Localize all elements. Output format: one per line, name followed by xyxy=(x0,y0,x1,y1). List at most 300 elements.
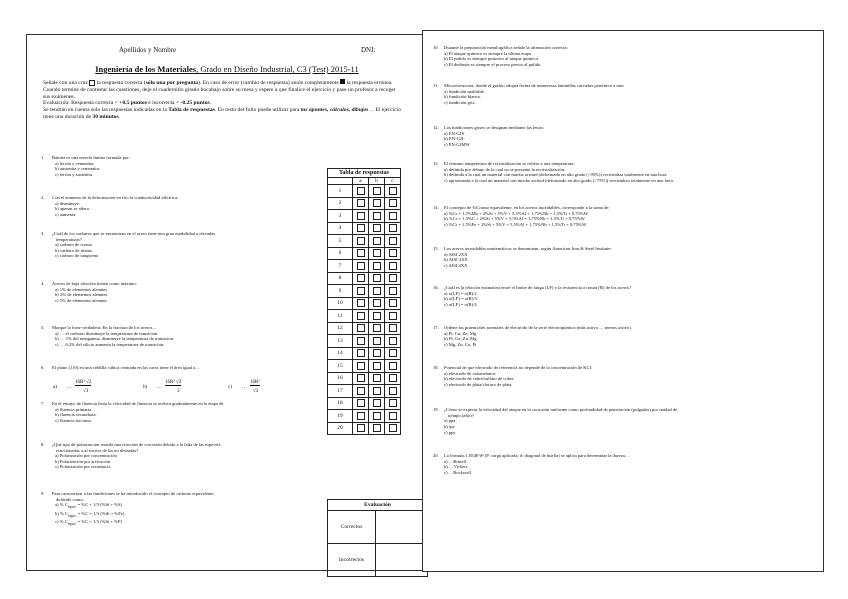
instr-text: . xyxy=(209,100,212,107)
answer-checkbox[interactable] xyxy=(373,387,381,395)
option-a: a) El ataque químico es siempre la última etapa. xyxy=(444,50,533,56)
option-b: b) …Vickers xyxy=(444,464,468,470)
answer-checkbox[interactable] xyxy=(389,362,397,370)
option-a: a) AISI 2XX xyxy=(444,251,468,257)
question-16 xyxy=(433,285,818,308)
answer-row-number: 16 xyxy=(328,372,353,385)
answer-row xyxy=(328,185,401,198)
answer-row-number: 11 xyxy=(328,310,353,323)
answer-checkbox[interactable] xyxy=(389,199,397,207)
answer-row xyxy=(328,385,401,398)
answer-row xyxy=(328,322,401,335)
option-c: c) Polarización por resistencia xyxy=(55,464,111,470)
option-prefix: b) % C xyxy=(55,510,69,516)
option-c: c) electrodo de plata/cloruro de plata xyxy=(444,382,512,388)
option-c: c) ppy xyxy=(444,429,456,435)
evaluation-title: Evaluación xyxy=(328,500,428,511)
answer-cell-c xyxy=(385,235,401,248)
question-text: ¿Cuál de los carburos que se encuentran en el acero tiene una gran estabilidad a elevadas xyxy=(52,231,216,236)
instr-text: ). En caso de error (cambio de respuesta) anule completamente xyxy=(198,80,341,86)
answer-row-number: 2 xyxy=(328,197,353,210)
answer-checkbox[interactable] xyxy=(373,249,381,257)
question-text: El concepto de %Cromo equivalente, en los aceros inoxidables, corresponde a la suma de: xyxy=(444,205,610,210)
option-b: b) AISI 3XX xyxy=(444,257,468,263)
answer-checkbox[interactable] xyxy=(357,324,365,332)
option-c: c) aproximada a la cual un material con mucha acritud (deformado en alto grado (>75%)) recristaliza totalmente en una hora. xyxy=(444,178,674,184)
question-text: tiempo (año)? xyxy=(448,412,474,418)
answer-row xyxy=(328,260,401,273)
option-a: a) %Cr + 1,5%Mo + 2%Si + 5%V + 5,5%Al + 1,75%Nb + 1,5%Ti + 0,75%W. xyxy=(444,210,589,216)
answer-checkbox[interactable] xyxy=(357,287,365,295)
question-number: 7. xyxy=(41,401,45,406)
exam-title-rest: , Grado en Diseño Industrial, C3 (Test) 2015-11 xyxy=(196,64,359,74)
answer-checkbox[interactable] xyxy=(357,349,365,357)
option-a: a) 1% de elementos aleantes xyxy=(55,286,108,292)
question-2 xyxy=(41,195,321,217)
option-subscript: equiv. xyxy=(67,505,77,510)
option-c xyxy=(55,519,321,528)
answer-cell-c xyxy=(385,360,401,373)
answer-checkbox[interactable] xyxy=(357,337,365,345)
answer-row xyxy=(328,422,401,435)
answer-checkbox[interactable] xyxy=(357,199,365,207)
answer-checkbox[interactable] xyxy=(373,399,381,407)
answer-checkbox[interactable] xyxy=(373,199,381,207)
answer-cell-b xyxy=(369,372,385,385)
question-text: ¿Qué tipo de polarización retarda una reacción de corrosión debido a la falta de las especies xyxy=(52,442,221,447)
answer-cell-b xyxy=(369,272,385,285)
answer-row xyxy=(328,310,401,323)
option-a xyxy=(55,502,321,511)
option-b: b) El pulido es siempre posterior al ataque químico. xyxy=(444,56,540,62)
question-text: Durante la preparación metalográfica señale la afirmación correcta: xyxy=(444,45,568,50)
answer-checkbox[interactable] xyxy=(389,224,397,232)
answer-row-number: 8 xyxy=(328,272,353,285)
answer-cell-b xyxy=(369,335,385,348)
exam-title-bold: Ingeniería de los Materiales xyxy=(95,64,197,74)
option-a: a) fluencia primaria. xyxy=(55,406,93,412)
answer-cell-a xyxy=(353,247,369,260)
option-c: c) %Cr + 1,5%Fe + 2%Si + 5%V + 5,5%Al + 1,75%Nb + 1,5%Ti + 0,75%W. xyxy=(444,222,587,228)
answer-checkbox[interactable] xyxy=(373,237,381,245)
answer-checkbox[interactable] xyxy=(389,424,397,432)
question-text: Marque la frase verdadera: En la fractura de los aceros… xyxy=(52,325,157,330)
exam-title xyxy=(77,64,377,74)
answer-checkbox[interactable] xyxy=(357,237,365,245)
answer-cell-c xyxy=(385,222,401,235)
answer-checkbox[interactable] xyxy=(373,212,381,220)
answer-checkbox[interactable] xyxy=(389,324,397,332)
answer-cell-a xyxy=(353,347,369,360)
answer-checkbox[interactable] xyxy=(357,399,365,407)
answer-checkbox[interactable] xyxy=(373,187,381,195)
question-text: Con el aumento de la deformación en frío la conductividad eléctrica: xyxy=(52,195,179,200)
answer-cell-b xyxy=(369,322,385,335)
instr-text: Se tendrán en cuenta solo las respuestas indicadas en la xyxy=(43,107,169,114)
option-c: c) … 0,2% del silicio aumenta la temperatura de transición. xyxy=(55,341,165,347)
answer-cell-a xyxy=(353,397,369,410)
option-b: b) Pt, Cu, Zn, Mg xyxy=(444,336,477,342)
option-prefix: a) % C xyxy=(55,502,68,508)
option-c: c) fundición gris. xyxy=(444,100,476,106)
question-number: 8. xyxy=(41,442,45,447)
option-a: a) definida por debajo de la cual no se presenta la recristalización. xyxy=(444,166,566,172)
question-number: 13. xyxy=(433,161,439,166)
option-c: c) Mg, Zn, Cu, Pt xyxy=(444,342,477,348)
option-a: a) fundición maleable. xyxy=(444,88,486,94)
instructions xyxy=(43,79,403,121)
answer-cell-a xyxy=(353,372,369,385)
answer-row-number: 5 xyxy=(328,235,353,248)
option-subscript: equiv. xyxy=(67,522,77,527)
answer-row-number: 10 xyxy=(328,297,353,310)
option-c: c) AISI 4XX xyxy=(444,263,468,269)
answer-cell-c xyxy=(385,335,401,348)
instr-text: e incorrecta = xyxy=(146,100,181,107)
answer-checkbox[interactable] xyxy=(357,187,365,195)
option-c: c) fluencia terciaria. xyxy=(55,417,92,423)
instr-text: la respuesta errónea. Cuando termine de contestar las cuestiones, deje el cuadernillo girado bocabajo sobre su mesa y espere a que finalice el ejercicio y pase un profesor a recoger sus exámenes. xyxy=(43,80,396,100)
answer-cell-c xyxy=(385,285,401,298)
answer-row-number: 14 xyxy=(328,347,353,360)
answer-cell-b xyxy=(369,285,385,298)
answer-cell-c xyxy=(385,210,401,223)
answer-checkbox[interactable] xyxy=(373,374,381,382)
question-text: Microestructura, donde el grafito adopta forma de numerosas laminillas curvadas pertenece a una: xyxy=(444,83,625,88)
answer-row-number: 9 xyxy=(328,285,353,298)
answer-row-number: 3 xyxy=(328,210,353,223)
answer-checkbox[interactable] xyxy=(389,287,397,295)
answer-checkbox[interactable] xyxy=(373,274,381,282)
option-c: c) El desbaste es siempre el proceso previo al pulido. xyxy=(444,62,542,68)
option-b: b) ipy xyxy=(444,424,455,430)
question-text: Bainita es una mezcla íntima formada por: xyxy=(52,155,131,160)
question-number: 15. xyxy=(433,246,439,251)
question-11 xyxy=(433,83,818,106)
answer-row xyxy=(328,197,401,210)
answer-cell-c xyxy=(385,272,401,285)
answer-cell-b xyxy=(369,360,385,373)
question-number: 5. xyxy=(41,325,45,330)
question-text: Aceros de baja aleación tienen como máximo: xyxy=(52,281,137,286)
question-text: Potencial de que electrodo de referencia no depende de la concentración de KCl: xyxy=(444,365,593,370)
incorrect-score-field[interactable] xyxy=(376,544,428,577)
answer-cell-c xyxy=(385,185,401,198)
answer-checkbox[interactable] xyxy=(357,374,365,382)
answer-checkbox[interactable] xyxy=(389,249,397,257)
answer-table xyxy=(327,168,401,435)
answer-row xyxy=(328,222,401,235)
question-12 xyxy=(433,125,818,148)
q6-a-numerator: 16R² √2 xyxy=(75,380,92,385)
answer-cell-b xyxy=(369,310,385,323)
answer-checkbox[interactable] xyxy=(373,299,381,307)
answer-checkbox[interactable] xyxy=(373,287,381,295)
answer-row xyxy=(328,410,401,423)
question-7 xyxy=(41,401,321,423)
incorrect-label: Incorrectos xyxy=(328,544,376,577)
answer-checkbox[interactable] xyxy=(357,262,365,270)
answer-checkbox[interactable] xyxy=(373,349,381,357)
answer-checkbox[interactable] xyxy=(373,312,381,320)
answer-cell-a xyxy=(353,272,369,285)
answer-checkbox[interactable] xyxy=(373,362,381,370)
question-9 xyxy=(41,491,321,528)
instr-italic: tus apuntes, cálculos, dibujos xyxy=(300,107,369,114)
answer-row xyxy=(328,272,401,285)
question-text: ¿Cuál es la relación estimativa entre el límite de fatiga (LF) y la resistencia a rotura (R) de los aceros? xyxy=(444,285,632,290)
answer-cell-c xyxy=(385,422,401,435)
answer-row-number: 19 xyxy=(328,410,353,423)
question-number: 10. xyxy=(433,45,439,50)
answer-checkbox[interactable] xyxy=(373,424,381,432)
column-header-a: a xyxy=(353,178,369,185)
answer-cell-a xyxy=(353,297,369,310)
answer-cell-b xyxy=(369,247,385,260)
instr-bold: Tabla de respuestas xyxy=(168,107,215,114)
instr-bold: -0.25 puntos xyxy=(180,100,210,107)
option-c: c) 5% de elementos aleantes xyxy=(55,297,108,303)
answer-checkbox[interactable] xyxy=(357,424,365,432)
question-4 xyxy=(41,281,321,303)
answer-checkbox[interactable] xyxy=(357,249,365,257)
answer-cell-b xyxy=(369,397,385,410)
answer-cell-b xyxy=(369,422,385,435)
question-number: 4. xyxy=(41,281,45,286)
option-a: a) EN-GJS xyxy=(444,130,465,136)
option-c: c) σ(LF) = σ(R)/4 xyxy=(444,302,477,308)
option-formula: = %C + 1/3 (%Si + %S) xyxy=(76,502,123,508)
option-c: c) EN-GJMW xyxy=(444,142,470,148)
answer-row-number: 1 xyxy=(328,185,353,198)
answer-cell-a xyxy=(353,335,369,348)
question-number: 18. xyxy=(433,365,439,370)
answer-checkbox[interactable] xyxy=(389,299,397,307)
option-c: c) aumenta. xyxy=(55,211,77,217)
answer-cell-b xyxy=(369,347,385,360)
row-number-header xyxy=(328,178,353,185)
answer-cell-b xyxy=(369,410,385,423)
option-c: c) carburo de tungsteno xyxy=(55,253,99,259)
question-13 xyxy=(433,161,818,184)
correct-score-field[interactable] xyxy=(376,511,428,544)
answer-checkbox[interactable] xyxy=(389,187,397,195)
question-text: definido como: xyxy=(56,496,84,502)
answer-cell-b xyxy=(369,385,385,398)
answer-checkbox[interactable] xyxy=(389,237,397,245)
answer-cell-c xyxy=(385,322,401,335)
answer-cell-c xyxy=(385,260,401,273)
answer-row-number: 4 xyxy=(328,222,353,235)
option-b: b) apenas se altera. xyxy=(55,206,90,212)
answer-checkbox[interactable] xyxy=(389,274,397,282)
answer-row xyxy=(328,235,401,248)
answer-checkbox[interactable] xyxy=(389,262,397,270)
q6-b-numerator: 16R² √2 xyxy=(165,380,182,385)
answer-cell-b xyxy=(369,197,385,210)
question-number: 12. xyxy=(433,125,439,130)
answer-cell-c xyxy=(385,397,401,410)
q6-a-denominator: √3 xyxy=(83,389,89,394)
answer-cell-b xyxy=(369,297,385,310)
answer-checkbox[interactable] xyxy=(389,312,397,320)
answer-checkbox[interactable] xyxy=(357,412,365,420)
question-1 xyxy=(41,155,321,177)
answer-cell-a xyxy=(353,285,369,298)
q6-b-denominator: 3 xyxy=(177,389,180,394)
answer-cell-a xyxy=(353,422,369,435)
instr-bold: 30 minutos xyxy=(92,113,119,120)
option-b: b) electrodo de cobre/sulfato de cobre xyxy=(444,376,514,382)
instr-text: . En resto del folio puede utilizar para xyxy=(214,107,301,114)
right-exam-page xyxy=(422,30,824,572)
instr-bold: +0.5 puntos xyxy=(119,100,147,107)
answer-row-number: 6 xyxy=(328,247,353,260)
answer-checkbox[interactable] xyxy=(389,387,397,395)
question-number: 20. xyxy=(433,453,439,458)
answer-checkbox[interactable] xyxy=(357,387,365,395)
evaluation-table xyxy=(327,499,428,577)
answer-row-number: 13 xyxy=(328,335,353,348)
q6-prefix: … xyxy=(67,385,72,390)
option-subscript: equiv. xyxy=(68,513,77,518)
question-5 xyxy=(41,325,321,347)
question-number: 16. xyxy=(433,285,439,290)
q6-prefix: … xyxy=(242,385,247,390)
answer-checkbox[interactable] xyxy=(389,374,397,382)
option-b: b) … 1% del manganeso disminuye la temperatura de transición. xyxy=(55,336,175,342)
answer-cell-c xyxy=(385,410,401,423)
answer-cell-b xyxy=(369,235,385,248)
answer-checkbox[interactable] xyxy=(357,312,365,320)
answer-checkbox[interactable] xyxy=(389,212,397,220)
answer-row-number: 20 xyxy=(328,422,353,435)
answer-row xyxy=(328,397,401,410)
answer-checkbox[interactable] xyxy=(373,412,381,420)
answer-cell-c xyxy=(385,310,401,323)
option-b: b) Polarización por activación xyxy=(55,458,111,464)
answer-checkbox[interactable] xyxy=(389,412,397,420)
answer-cell-a xyxy=(353,185,369,198)
instr-text: Señale con una cruz xyxy=(43,80,90,86)
answer-cell-a xyxy=(353,260,369,273)
answer-cell-a xyxy=(353,210,369,223)
question-text: Ordene las potenciales normales de electrodo de la serie electroquímica (más activo…, menos activo). xyxy=(444,325,632,330)
option-b: b) carburo de titanio xyxy=(55,247,93,253)
answer-cell-a xyxy=(353,310,369,323)
instr-text: . xyxy=(118,113,121,120)
option-c: c) …Rockwell xyxy=(444,470,471,476)
answer-row-number: 7 xyxy=(328,260,353,273)
option-a: a) ppa xyxy=(444,418,456,424)
answer-checkbox[interactable] xyxy=(357,362,365,370)
question-6 xyxy=(41,365,321,371)
question-10 xyxy=(433,45,818,68)
option-b: b) fluencia secundaria. xyxy=(55,412,97,418)
answer-checkbox[interactable] xyxy=(389,399,397,407)
answer-row xyxy=(328,335,401,348)
question-number: 1. xyxy=(41,155,45,160)
answer-checkbox[interactable] xyxy=(357,212,365,220)
question-text: En el ensayo de fluencia lenta la velocidad de fluencia se acelera gradualmente en la etapa de xyxy=(52,401,224,406)
question-text: temperaturas? xyxy=(56,236,82,242)
answer-cell-c xyxy=(385,347,401,360)
option-a: a) σ(LF) = σ(R)/2 xyxy=(444,290,477,296)
option-a: a) ferrita y cementita. xyxy=(55,160,95,166)
answer-row xyxy=(328,285,401,298)
instr-bold: sólo una por pregunta xyxy=(145,80,199,86)
answer-cell-a xyxy=(353,360,369,373)
answer-checkbox[interactable] xyxy=(389,337,397,345)
answer-table-caption: Tabla de respuestas xyxy=(328,169,401,178)
answer-cell-b xyxy=(369,185,385,198)
column-header-c: c xyxy=(385,178,401,185)
question-number: 14. xyxy=(433,205,439,210)
answer-checkbox[interactable] xyxy=(373,224,381,232)
answer-row-number: 18 xyxy=(328,397,353,410)
name-label: Apellidos y Nombre xyxy=(119,46,177,54)
correct-label: Correctos xyxy=(328,511,376,544)
question-number: 11. xyxy=(433,83,439,88)
answer-row-number: 12 xyxy=(328,322,353,335)
q6-c-denominator: √3 xyxy=(253,389,259,394)
question-text: El plano (110) en una celdilla cúbica centrada en las caras tiene el área igual a… xyxy=(52,365,200,370)
answer-cell-c xyxy=(385,297,401,310)
q6-a-label: a) xyxy=(53,385,57,390)
answer-checkbox[interactable] xyxy=(389,349,397,357)
answer-cell-a xyxy=(353,322,369,335)
answer-cell-a xyxy=(353,235,369,248)
answer-cell-a xyxy=(353,197,369,210)
option-a: a) disminuye. xyxy=(55,200,81,206)
option-formula: = %C + 1/3 (%Si + %Fe) xyxy=(76,510,125,516)
answer-checkbox[interactable] xyxy=(373,324,381,332)
answer-row-number: 17 xyxy=(328,385,353,398)
answer-checkbox[interactable] xyxy=(357,224,365,232)
answer-cell-c xyxy=(385,197,401,210)
answer-row xyxy=(328,372,401,385)
option-b: b) σ(LF) = σ(R)/3 xyxy=(444,296,477,302)
question-number: 9. xyxy=(41,491,45,496)
answer-row xyxy=(328,347,401,360)
answer-row xyxy=(328,297,401,310)
answer-cell-c xyxy=(385,385,401,398)
answer-cell-b xyxy=(369,260,385,273)
q6-c-numerator: 16R² xyxy=(250,380,260,385)
answer-cell-a xyxy=(353,222,369,235)
question-text: La fórmula 1.854P/d² (P: carga aplicada, d: diagonal de huella) se aplica para determinar la dureza… xyxy=(444,453,630,458)
dni-label: DNI: xyxy=(361,46,376,54)
question-number: 3. xyxy=(41,231,45,236)
answer-checkbox[interactable] xyxy=(373,262,381,270)
answer-checkbox[interactable] xyxy=(373,337,381,345)
question-number: 2. xyxy=(41,195,45,200)
option-a: a) Polarización por concentración xyxy=(55,453,117,459)
question-17 xyxy=(433,325,818,348)
question-number: 19. xyxy=(433,407,439,412)
question-8 xyxy=(41,442,321,470)
answer-checkbox[interactable] xyxy=(357,274,365,282)
instr-text: … El ejercicio tiene una duración de xyxy=(43,107,401,120)
option-b: b) %Cr + 1,5%C + 2%Si + 5%V + 5,5%Al + 1,75%Nb + 1,5%Ti + 0,75%W. xyxy=(444,216,586,222)
answer-cell-a xyxy=(353,410,369,423)
option-a: a) Pt, Cu, Zn, Mg xyxy=(444,330,477,336)
question-15 xyxy=(433,246,818,269)
answer-checkbox[interactable] xyxy=(357,299,365,307)
option-c: c) ferrita y austenita. xyxy=(55,171,94,177)
question-text: Los aceros inoxidables martensíticos se denominan, según American Iron & Steel Institute: xyxy=(444,246,612,251)
question-text: reaccionadas o al exceso de las no deseadas? xyxy=(56,447,139,453)
